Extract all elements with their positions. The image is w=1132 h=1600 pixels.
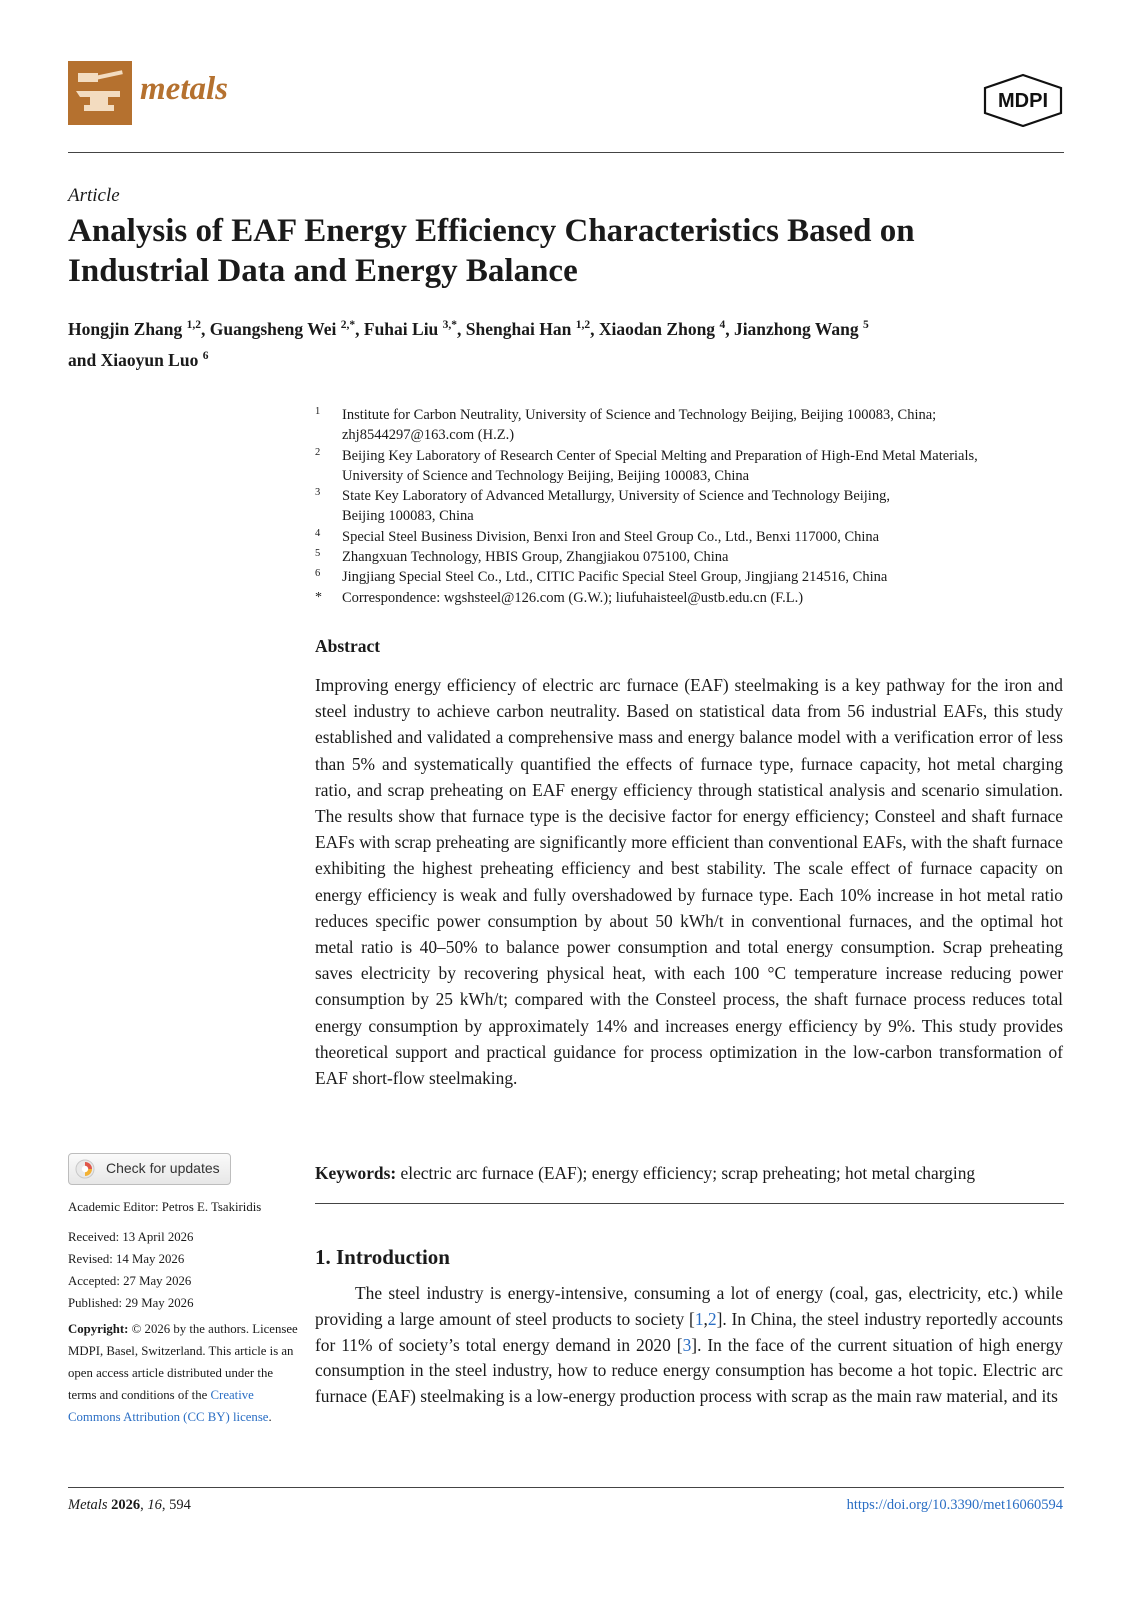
- footer-journal: Metals: [68, 1497, 108, 1513]
- affiliation-item: [315, 527, 1075, 547]
- citation-link[interactable]: 2: [707, 1308, 717, 1329]
- author-affiliation-marker: 5: [862, 319, 869, 331]
- author-affiliation-marker: 6: [202, 349, 209, 362]
- author-name: Xiaodan Zhong: [598, 318, 716, 339]
- author-affiliation-marker: 4: [719, 319, 726, 331]
- author-separator: ,: [201, 318, 210, 339]
- author-name: Jianzhong Wang: [733, 318, 859, 339]
- intro-text-segment: ]. In the face of the current situation of high energy consumption in the steel industry, how to reduce energy consumption has become a hot topic. Electric arc furnace (EAF) steelmaking is a low-energy production process with scrap as the main raw material, and its: [315, 1334, 1063, 1407]
- affiliation-line: Zhangxuan Technology, HBIS Group, Zhangjiakou 075100, China: [342, 549, 729, 566]
- check-for-updates-button[interactable]: [68, 1153, 231, 1185]
- academic-editor: Academic Editor: Petros E. Tsakiridis: [68, 1200, 262, 1214]
- affiliation-marker: 2: [315, 446, 321, 458]
- citation-info: Metals 2026, 16, 594: [68, 1497, 191, 1513]
- affiliation-item: [315, 547, 1075, 567]
- mdpi-logo: [982, 73, 1064, 127]
- author-separator: ,: [590, 318, 599, 339]
- check-updates-icon: [75, 1159, 95, 1179]
- affiliation-line: Jingjiang Special Steel Co., Ltd., CITIC Pacific Special Steel Group, Jingjiang 214516, China: [342, 569, 888, 586]
- footer-article-number: 594: [169, 1497, 191, 1513]
- intro-paragraph: [315, 1281, 1063, 1410]
- publication-date: Accepted: 27 May 2026: [68, 1274, 192, 1288]
- article-type: Article: [68, 185, 120, 206]
- citation-link[interactable]: 1: [694, 1308, 704, 1329]
- footer-year: 2026: [111, 1497, 141, 1513]
- mdpi-logo-text: MDPI: [998, 90, 1048, 112]
- author-name: Shenghai Han: [465, 318, 572, 339]
- publication-date: Received: 13 April 2026: [68, 1230, 194, 1244]
- copyright-text: © 2026 by the authors. Licensee MDPI, Basel, Switzerland. This article is an open access article distributed under the terms and conditions of the: [68, 1322, 298, 1402]
- affiliation-marker: 6: [315, 568, 321, 580]
- intro-text-segment: ]. In China, the steel industry reportedly accounts for 11% of society’s total energy demand in 2020 [: [315, 1308, 1064, 1355]
- author-name: Guangsheng Wei: [209, 318, 337, 339]
- citation-link[interactable]: 3: [682, 1334, 692, 1355]
- author-separator: ,: [725, 318, 734, 339]
- author-separator: ,: [355, 318, 364, 339]
- license-link[interactable]: Creative Commons Attribution (CC BY) license: [68, 1388, 269, 1424]
- publication-date: Revised: 14 May 2026: [68, 1252, 185, 1266]
- affiliation-marker: 4: [315, 527, 321, 539]
- affiliation-line: Beijing 100083, China: [342, 508, 474, 525]
- check-updates-label: Check for updates: [106, 1160, 220, 1176]
- author-affiliation-marker: 1,2: [575, 319, 591, 331]
- section-heading-introduction: 1. Introduction: [315, 1245, 450, 1269]
- affiliation-marker: 3: [315, 487, 321, 499]
- journal-name: metals: [140, 71, 228, 107]
- affiliation-item: [315, 405, 1075, 446]
- author-affiliation-marker: 2,*: [340, 319, 356, 331]
- intro-text-segment: The steel industry is energy-intensive, consuming a lot of energy (coal, gas, electricity, etc.) while providing a large amount of steel products to society [: [315, 1283, 1063, 1329]
- publication-dates: [68, 1226, 298, 1314]
- author-name: and Xiaoyun Luo: [68, 349, 199, 370]
- copyright-notice: [68, 1318, 298, 1428]
- author-list: [68, 312, 1064, 374]
- publication-date: Published: 29 May 2026: [68, 1296, 194, 1310]
- affiliation-line: Correspondence: wgshsteel@126.com (G.W.); liufuhaisteel@ustb.edu.cn (F.L.): [342, 589, 804, 606]
- intro-text-segment: ,: [703, 1308, 708, 1329]
- section-divider: [315, 1203, 1064, 1204]
- affiliation-marker: *: [315, 589, 322, 605]
- keywords: [315, 1160, 1063, 1186]
- affiliation-item: [315, 446, 1075, 487]
- copyright-end: .: [268, 1410, 272, 1424]
- affiliation-item: [315, 588, 1075, 608]
- footer-volume: 16: [147, 1497, 162, 1513]
- abstract-heading: Abstract: [315, 636, 381, 656]
- author-affiliation-marker: 3,*: [442, 319, 458, 331]
- copyright-label: Copyright:: [68, 1322, 129, 1336]
- affiliation-list: [315, 405, 1075, 608]
- affiliation-line: zhj8544297@163.com (H.Z.): [342, 427, 515, 444]
- affiliation-marker: 5: [315, 548, 321, 560]
- affiliation-marker: 1: [315, 406, 321, 417]
- abstract-text: Improving energy efficiency of electric arc furnace (EAF) steelmaking is a key pathway for the iron and steel industry to achieve carbon neutrality. Based on statistical data from 56 industrial EAFs, this study established and validated a comprehensive mass and energy balance model with a verification error of less than 5% and systematically quantified the effects of furnace type, furnace capacity, hot metal charging ratio, and scrap preheating on EAF energy efficiency through statistical analysis and scenario simulation. The results show that furnace type is the decisive factor for energy efficiency; Consteel and shaft furnace EAFs with scrap preheating are significantly more efficient than conventional EAFs, with the shaft furnace exhibiting the highest preheating efficiency and best stability. The scale effect of furnace capacity on energy efficiency is weak and fully overshadowed by furnace type. Each 10% increase in hot metal ratio reduces specific power consumption by about 50 kWh/t in conventional furnaces, and the optimal hot metal ratio is 40–50% to balance power consumption and total energy consumption. Scrap preheating saves electricity by recovering physical heat, with each 100 °C temperature increase reducing power consumption by 25 kWh/t; compared with the Consteel process, the shaft furnace process reduces total energy consumption by approximately 14% and increases energy efficiency by 9%. This study provides theoretical support and practical guidance for process optimization in the low-carbon transformation of EAF short-flow steelmaking.: [315, 675, 1063, 1089]
- affiliation-line: University of Science and Technology Beijing, Beijing 100083, China: [342, 467, 750, 484]
- header-divider: [68, 152, 1064, 153]
- article-title: Analysis of EAF Energy Efficiency Characteristics Based on Industrial Data and Energy Balance: [68, 213, 915, 289]
- keywords-label: Keywords:: [315, 1163, 397, 1183]
- journal-header: [68, 61, 1064, 127]
- keywords-list: electric arc furnace (EAF); energy efficiency; scrap preheating; hot metal charging: [400, 1163, 976, 1183]
- affiliation-line: State Key Laboratory of Advanced Metallurgy, University of Science and Technology Beijing,: [342, 488, 890, 505]
- author-affiliation-marker: 1,2: [186, 319, 202, 331]
- author-name: Hongjin Zhang: [68, 318, 183, 339]
- affiliation-line: Special Steel Business Division, Benxi Iron and Steel Group Co., Ltd., Benxi 117000, China: [342, 528, 880, 545]
- affiliation-item: [315, 567, 1075, 587]
- affiliation-line: Beijing Key Laboratory of Research Center of Special Melting and Preparation of High-End Metal Materials,: [342, 447, 978, 464]
- author-separator: ,: [457, 318, 466, 339]
- metals-logo-icon: [68, 61, 132, 125]
- affiliation-item: [315, 486, 1075, 527]
- author-name: Fuhai Liu: [363, 318, 439, 339]
- doi-link[interactable]: https://doi.org/10.3390/met16060594: [846, 1497, 1063, 1513]
- affiliation-line: Institute for Carbon Neutrality, University of Science and Technology Beijing, Beijing 100083, China;: [342, 407, 937, 423]
- footer-divider: [68, 1487, 1064, 1488]
